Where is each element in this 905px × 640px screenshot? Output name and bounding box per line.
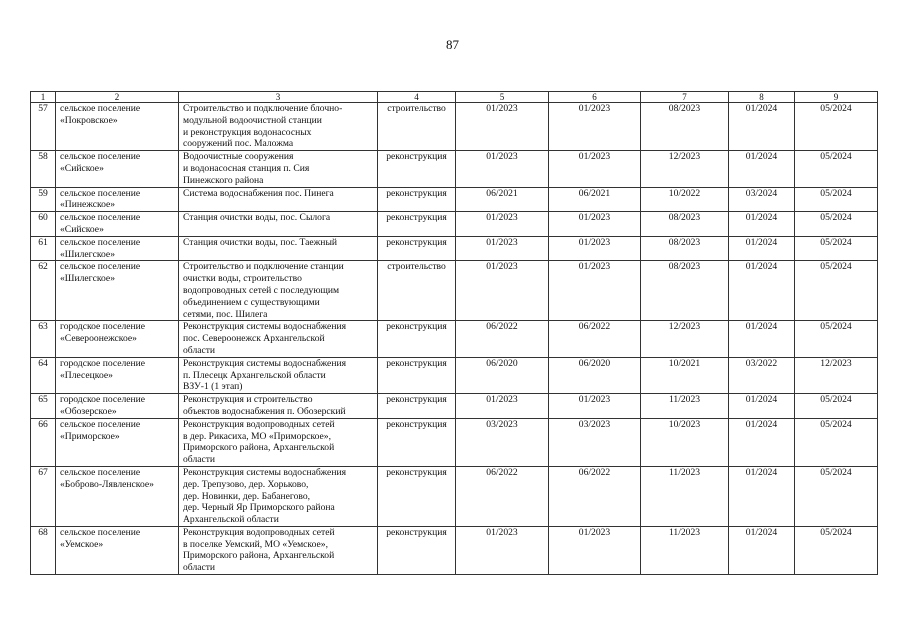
- work-type: строительство: [378, 103, 456, 151]
- work-type: реконструкция: [378, 357, 456, 393]
- date-col-7: 12/2023: [641, 321, 729, 357]
- column-header: 7: [641, 92, 729, 103]
- date-col-7: 10/2021: [641, 357, 729, 393]
- table-row: [31, 103, 878, 151]
- date-col-6: 01/2023: [549, 151, 641, 187]
- column-header: 1: [31, 92, 56, 103]
- date-col-6: 06/2022: [549, 321, 641, 357]
- date-col-6: 01/2023: [549, 103, 641, 151]
- date-col-5: 01/2023: [456, 212, 549, 237]
- date-col-9: 05/2024: [795, 466, 878, 526]
- table-row: [31, 151, 878, 187]
- column-header: 6: [549, 92, 641, 103]
- date-col-8: 01/2024: [729, 526, 795, 574]
- date-col-7: 08/2023: [641, 103, 729, 151]
- column-header-row: [31, 92, 878, 103]
- object-description: Реконструкция водопроводных сетей в поселке Уемский, МО «Уемское», Приморского района, Архангельской области: [179, 526, 378, 574]
- column-header: 5: [456, 92, 549, 103]
- settlement-name: сельское поселение «Боброво-Лявленское»: [56, 466, 179, 526]
- date-col-9: 05/2024: [795, 212, 878, 237]
- date-col-9: 05/2024: [795, 321, 878, 357]
- column-header: 8: [729, 92, 795, 103]
- settlement-name: сельское поселение «Сийское»: [56, 212, 179, 237]
- date-col-9: 05/2024: [795, 394, 878, 419]
- work-type: реконструкция: [378, 526, 456, 574]
- row-number: 63: [31, 321, 56, 357]
- date-col-6: 06/2020: [549, 357, 641, 393]
- date-col-5: 01/2023: [456, 236, 549, 261]
- date-col-8: 01/2024: [729, 466, 795, 526]
- date-col-5: 03/2023: [456, 418, 549, 466]
- date-col-9: 05/2024: [795, 151, 878, 187]
- work-type: реконструкция: [378, 466, 456, 526]
- row-number: 58: [31, 151, 56, 187]
- date-col-7: 08/2023: [641, 212, 729, 237]
- row-number: 60: [31, 212, 56, 237]
- date-col-6: 06/2021: [549, 187, 641, 212]
- date-col-9: 05/2024: [795, 526, 878, 574]
- settlement-name: сельское поселение «Шилегское»: [56, 236, 179, 261]
- date-col-7: 10/2022: [641, 187, 729, 212]
- date-col-8: 01/2024: [729, 261, 795, 321]
- date-col-8: 01/2024: [729, 212, 795, 237]
- table-row: [31, 187, 878, 212]
- date-col-8: 01/2024: [729, 394, 795, 419]
- date-col-6: 01/2023: [549, 236, 641, 261]
- settlement-name: сельское поселение «Уемское»: [56, 526, 179, 574]
- settlement-name: городское поселение «Обозерское»: [56, 394, 179, 419]
- date-col-8: 01/2024: [729, 418, 795, 466]
- object-description: Станция очистки воды, пос. Сылога: [179, 212, 378, 237]
- date-col-5: 01/2023: [456, 394, 549, 419]
- table-row: [31, 321, 878, 357]
- date-col-8: 01/2024: [729, 236, 795, 261]
- settlement-name: сельское поселение «Шилегское»: [56, 261, 179, 321]
- date-col-7: 10/2023: [641, 418, 729, 466]
- date-col-7: 11/2023: [641, 466, 729, 526]
- row-number: 64: [31, 357, 56, 393]
- date-col-5: 06/2021: [456, 187, 549, 212]
- object-description: Реконструкция системы водоснабжения п. Плесецк Архангельской области ВЗУ-1 (1 этап): [179, 357, 378, 393]
- object-description: Строительство и подключение станции очистки воды, строительство водопроводных сетей с последующим объединением с существующими сетями, пос. Шилега: [179, 261, 378, 321]
- table-row: [31, 394, 878, 419]
- date-col-8: 01/2024: [729, 103, 795, 151]
- work-type: реконструкция: [378, 418, 456, 466]
- date-col-7: 12/2023: [641, 151, 729, 187]
- date-col-6: 01/2023: [549, 261, 641, 321]
- work-type: реконструкция: [378, 394, 456, 419]
- work-type: реконструкция: [378, 212, 456, 237]
- date-col-6: 01/2023: [549, 212, 641, 237]
- row-number: 59: [31, 187, 56, 212]
- date-col-6: 03/2023: [549, 418, 641, 466]
- row-number: 66: [31, 418, 56, 466]
- object-description: Реконструкция системы водоснабжения дер. Трепузово, дер. Хорьково, дер. Новинки, дер. Бабанегово, дер. Черный Яр Приморского района Архангельской области: [179, 466, 378, 526]
- settlement-name: сельское поселение «Пинежское»: [56, 187, 179, 212]
- column-header: 4: [378, 92, 456, 103]
- object-description: Строительство и подключение блочно- модульной водоочистной станции и реконструкция водонасосных сооружений пос. Маложма: [179, 103, 378, 151]
- row-number: 57: [31, 103, 56, 151]
- date-col-7: 08/2023: [641, 236, 729, 261]
- object-description: Система водоснабжения пос. Пинега: [179, 187, 378, 212]
- date-col-5: 06/2022: [456, 321, 549, 357]
- date-col-6: 06/2022: [549, 466, 641, 526]
- table-row: [31, 526, 878, 574]
- water-supply-table: [30, 91, 878, 575]
- date-col-8: 01/2024: [729, 321, 795, 357]
- work-type: реконструкция: [378, 236, 456, 261]
- row-number: 65: [31, 394, 56, 419]
- page-number: 87: [446, 37, 459, 52]
- table-row: [31, 261, 878, 321]
- date-col-8: 03/2022: [729, 357, 795, 393]
- settlement-name: городское поселение «Североонежское»: [56, 321, 179, 357]
- date-col-9: 12/2023: [795, 357, 878, 393]
- date-col-5: 06/2020: [456, 357, 549, 393]
- date-col-7: 11/2023: [641, 394, 729, 419]
- date-col-9: 05/2024: [795, 261, 878, 321]
- date-col-9: 05/2024: [795, 236, 878, 261]
- date-col-6: 01/2023: [549, 526, 641, 574]
- date-col-8: 03/2024: [729, 187, 795, 212]
- date-col-7: 08/2023: [641, 261, 729, 321]
- object-description: Станция очистки воды, пос. Таежный: [179, 236, 378, 261]
- date-col-9: 05/2024: [795, 418, 878, 466]
- table-row: [31, 212, 878, 237]
- row-number: 68: [31, 526, 56, 574]
- column-header: 9: [795, 92, 878, 103]
- object-description: Водоочистные сооружения и водонасосная станция п. Сия Пинежского района: [179, 151, 378, 187]
- table-row: [31, 466, 878, 526]
- work-type: реконструкция: [378, 151, 456, 187]
- table-row: [31, 236, 878, 261]
- date-col-6: 01/2023: [549, 394, 641, 419]
- work-type: строительство: [378, 261, 456, 321]
- object-description: Реконструкция системы водоснабжения пос. Североонежск Архангельской области: [179, 321, 378, 357]
- date-col-5: 01/2023: [456, 151, 549, 187]
- row-number: 67: [31, 466, 56, 526]
- table-row: [31, 357, 878, 393]
- date-col-5: 01/2023: [456, 261, 549, 321]
- table-row: [31, 418, 878, 466]
- date-col-7: 11/2023: [641, 526, 729, 574]
- date-col-8: 01/2024: [729, 151, 795, 187]
- object-description: Реконструкция водопроводных сетей в дер. Рикасиха, МО «Приморское», Приморского района, Архангельской области: [179, 418, 378, 466]
- settlement-name: городское поселение «Плесецкое»: [56, 357, 179, 393]
- date-col-5: 01/2023: [456, 103, 549, 151]
- settlement-name: сельское поселение «Сийское»: [56, 151, 179, 187]
- settlement-name: сельское поселение «Покровское»: [56, 103, 179, 151]
- object-description: Реконструкция и строительство объектов водоснабжения п. Обозерский: [179, 394, 378, 419]
- date-col-5: 01/2023: [456, 526, 549, 574]
- date-col-5: 06/2022: [456, 466, 549, 526]
- date-col-9: 05/2024: [795, 187, 878, 212]
- column-header: 3: [179, 92, 378, 103]
- column-header: 2: [56, 92, 179, 103]
- row-number: 61: [31, 236, 56, 261]
- date-col-9: 05/2024: [795, 103, 878, 151]
- work-type: реконструкция: [378, 187, 456, 212]
- settlement-name: сельское поселение «Приморское»: [56, 418, 179, 466]
- work-type: реконструкция: [378, 321, 456, 357]
- row-number: 62: [31, 261, 56, 321]
